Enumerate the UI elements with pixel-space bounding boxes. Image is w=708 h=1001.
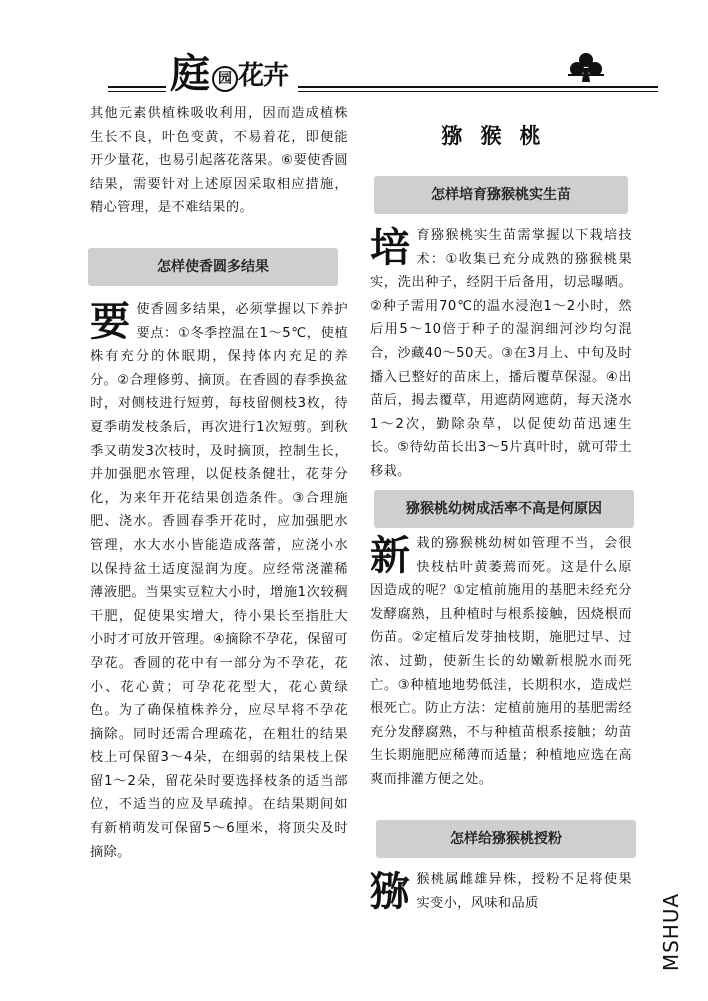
article-title: 猕猴桃 [441, 124, 559, 148]
left-intro [90, 102, 348, 220]
drop-cap: 猕 [370, 868, 411, 915]
left-body-text: 使香圆多结果，必须掌握以下养护要点：①冬季控温在1～5℃，使植株有充分的休眠期，保持体内充足的养分。②合理修剪、摘顶。在香圆的春季换盆时，对侧枝进行短剪，每枝留侧枝3枚，待夏季萌发枝条后，再次进行1次短剪。到秋季又萌发3次枝时，及时摘顶，控制生长，并加强肥水管理，以促枝条健壮，花芽分化，为来年开花结果创造条件。③合理施肥、浇水。香圆春季开花时，应加强肥水管理，水大水小皆能造成落蕾，应浇小水以保持盆土适度湿润为度。应经常浇灌稀薄液肥。当果实豆粒大小时，增施1次较稠干肥，促使果实增大，待小果长至指肚大小时才可放开管理。④摘除不孕花，保留可孕花。香圆的花中有一部分为不孕花，花小、花心黄；可孕花花型大，花心黄绿色。为了确保植株养分，应尽早将不孕花摘除。同时还需合理疏花，在粗壮的结果枝上可保留3～4朵，在细弱的结果枝上保留1～2朵，留花朵时要选择枝条的适当部位，不适当的应及早疏掉。在结果期间如有新梢萌发可保留5～6厘米，将顶尖及时摘除。 [90, 302, 348, 860]
drop-cap: 新 [370, 532, 411, 579]
drop-cap: 要 [90, 298, 131, 345]
header-rule-right [298, 86, 658, 88]
header-title-rest: 花卉 [238, 61, 289, 91]
left-body [90, 298, 348, 864]
right-section-3-text: 猴桃属雌雄异株，授粉不足将使果实变小，风味和品质 [416, 872, 632, 911]
page-header [108, 52, 628, 102]
header-rule-left [108, 86, 166, 88]
watermark-text: MSHUA [659, 892, 684, 972]
header-rule-left-thin [108, 91, 166, 92]
header-title-main: 庭 [170, 50, 208, 97]
section-heading-survival: 猕猴桃幼树成活率不高是何原因 [374, 490, 634, 528]
section-heading-pollination: 怎样给猕猴桃授粉 [376, 820, 636, 858]
section-heading-xiangyuan: 怎样使香圆多结果 [88, 248, 338, 286]
right-section-1 [370, 224, 632, 484]
watermark [659, 880, 700, 990]
right-section-3 [370, 868, 632, 915]
drop-cap: 培 [370, 224, 411, 271]
header-rule-right-thin [298, 91, 658, 92]
header-title-boxed: 园 [212, 66, 238, 92]
right-section-2 [370, 532, 632, 792]
club-icon [566, 50, 606, 84]
left-intro-text: 其他元素供植株吸收利用，因而造成植株生长不良，叶色变黄，不易着花，即便能开少量花，也易引起落花落果。⑥要使香圆结果，需要针对上述原因采取相应措施，精心管理，是不难结果的。 [90, 106, 348, 216]
section-heading-seedling: 怎样培育猕猴桃实生苗 [374, 176, 628, 214]
right-section-2-text: 栽的猕猴桃幼树如管理不当，会很快枝枯叶黄萎蔫而死。这是什么原因造成的呢？①定植前施用的基肥未经充分发酵腐熟，且种植时与根系接触，因烧根而伤苗。②定植后发芽抽枝期，施肥过早、过浓、过勤，使新生长的幼嫩新根脱水而死亡。③种植地地势低洼，长期积水，造成烂根死亡。防止方法：定植前施用的基肥需经充分发酵腐熟，不与种植苗根系接触；幼苗生长期施肥应稀薄而适量；种植地应选在高爽而排灌方便之处。 [370, 536, 632, 787]
right-section-1-text: 育猕猴桃实生苗需掌握以下栽培技术：①收集已充分成熟的猕猴桃果实，洗出种子，经阴干后备用，切忌曝晒。②种子需用70℃的温水浸泡1～2小时，然后用5～10倍于种子的湿润细河沙均匀混合，沙藏40～50天。③在3月上、中旬及时播入已整好的苗床上，播后覆草保湿。④出苗后，揭去覆草，用遮荫网遮荫，每天浇水1～2次，勤除杂草，以促使幼苗迅速生长。⑤待幼苗长出3～5片真叶时，就可带土移栽。 [370, 228, 632, 479]
